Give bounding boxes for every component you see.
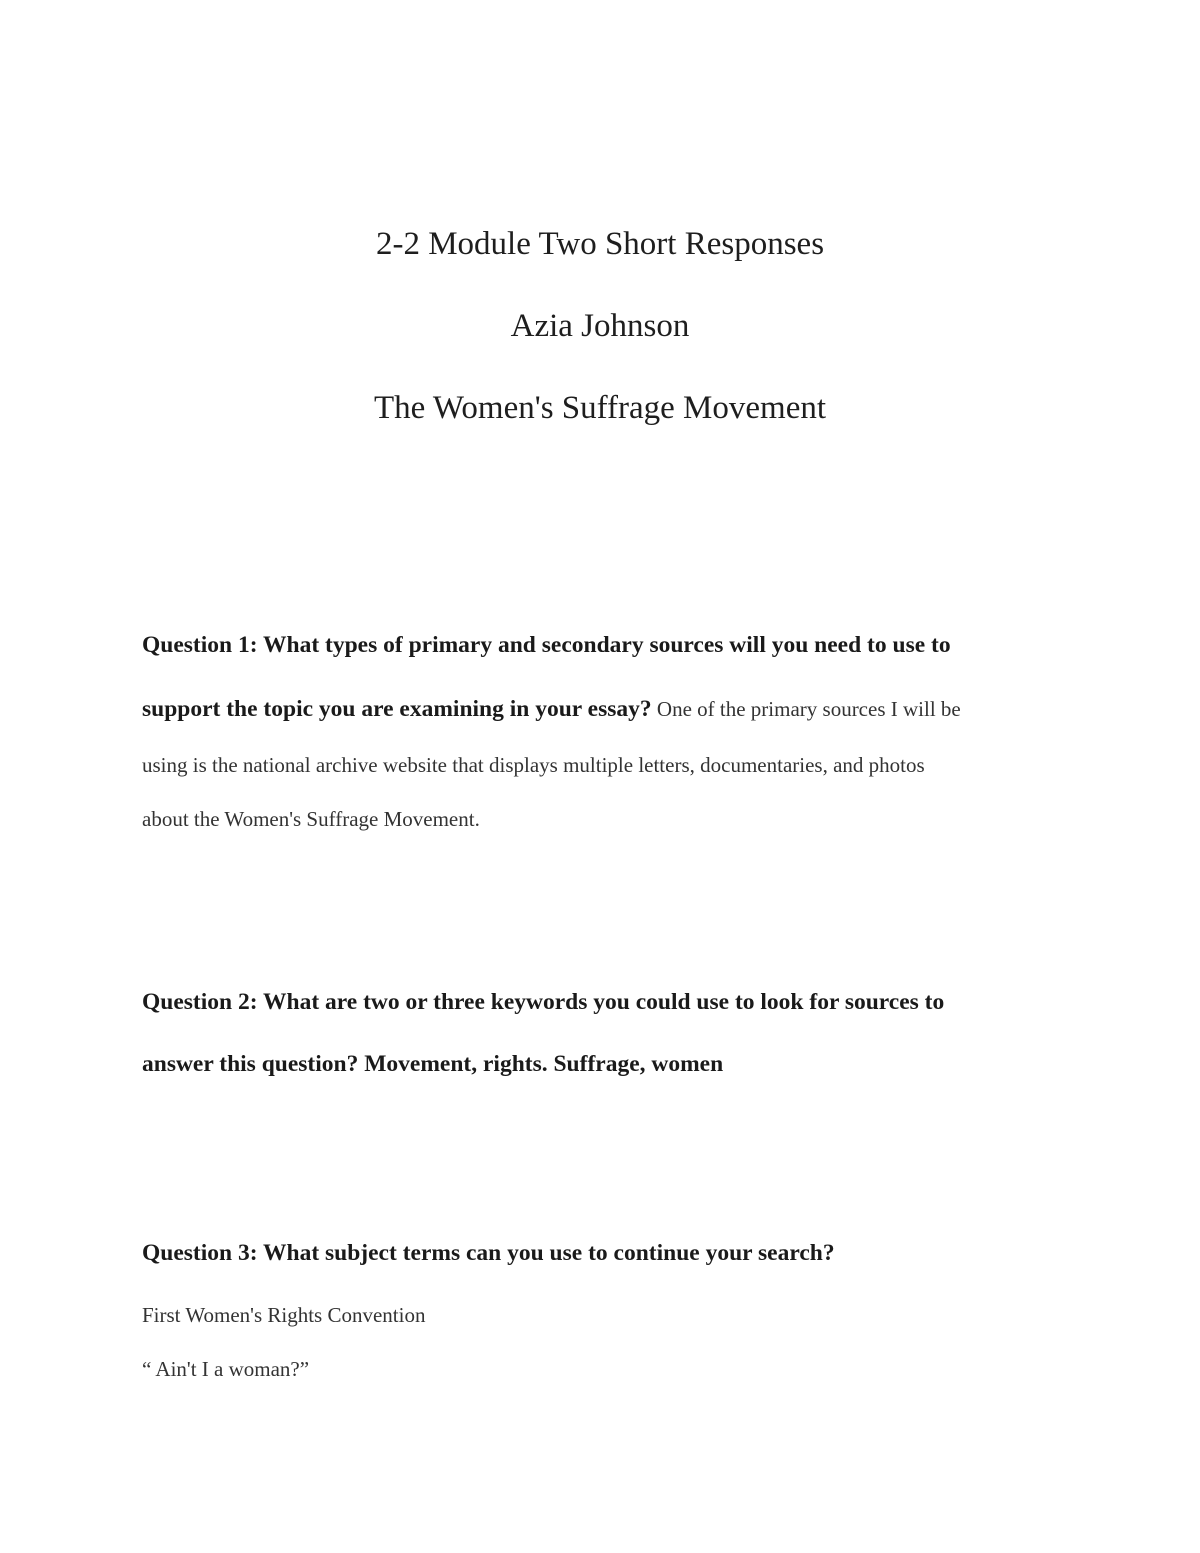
question-1-text-line-2: support the topic you are examining in your essay? <box>142 696 652 722</box>
question-1-line-2 <box>142 694 961 724</box>
answer-1-text-line-2: using is the national archive website that displays multiple letters, documentaries, and photos <box>142 753 925 777</box>
document-title: 2-2 Module Two Short Responses <box>375 226 825 262</box>
question-1-text-line-1: Question 1: What types of primary and secondary sources will you need to use to <box>142 632 951 658</box>
question-2-line-2 <box>142 1049 723 1079</box>
subject-term-2: “ Ain't I a woman?” <box>142 1357 310 1381</box>
author-name: Azia Johnson <box>510 308 690 344</box>
answer-1-text-line-3: about the Women's Suffrage Movement. <box>142 807 480 831</box>
document-topic: The Women's Suffrage Movement <box>373 390 827 426</box>
question-3-text: Question 3: What subject terms can you use to continue your search? <box>142 1240 835 1266</box>
subject-term-1: First Women's Rights Convention <box>142 1303 426 1327</box>
question-2-text-line-2: answer this question? <box>142 1051 359 1077</box>
question-2-text-line-1: Question 2: What are two or three keywords you could use to look for sources to <box>142 989 945 1015</box>
answer-1-text-line-1: One of the primary sources I will be <box>651 697 961 721</box>
answer-2-keywords: Movement, rights. Suffrage, women <box>358 1051 724 1077</box>
